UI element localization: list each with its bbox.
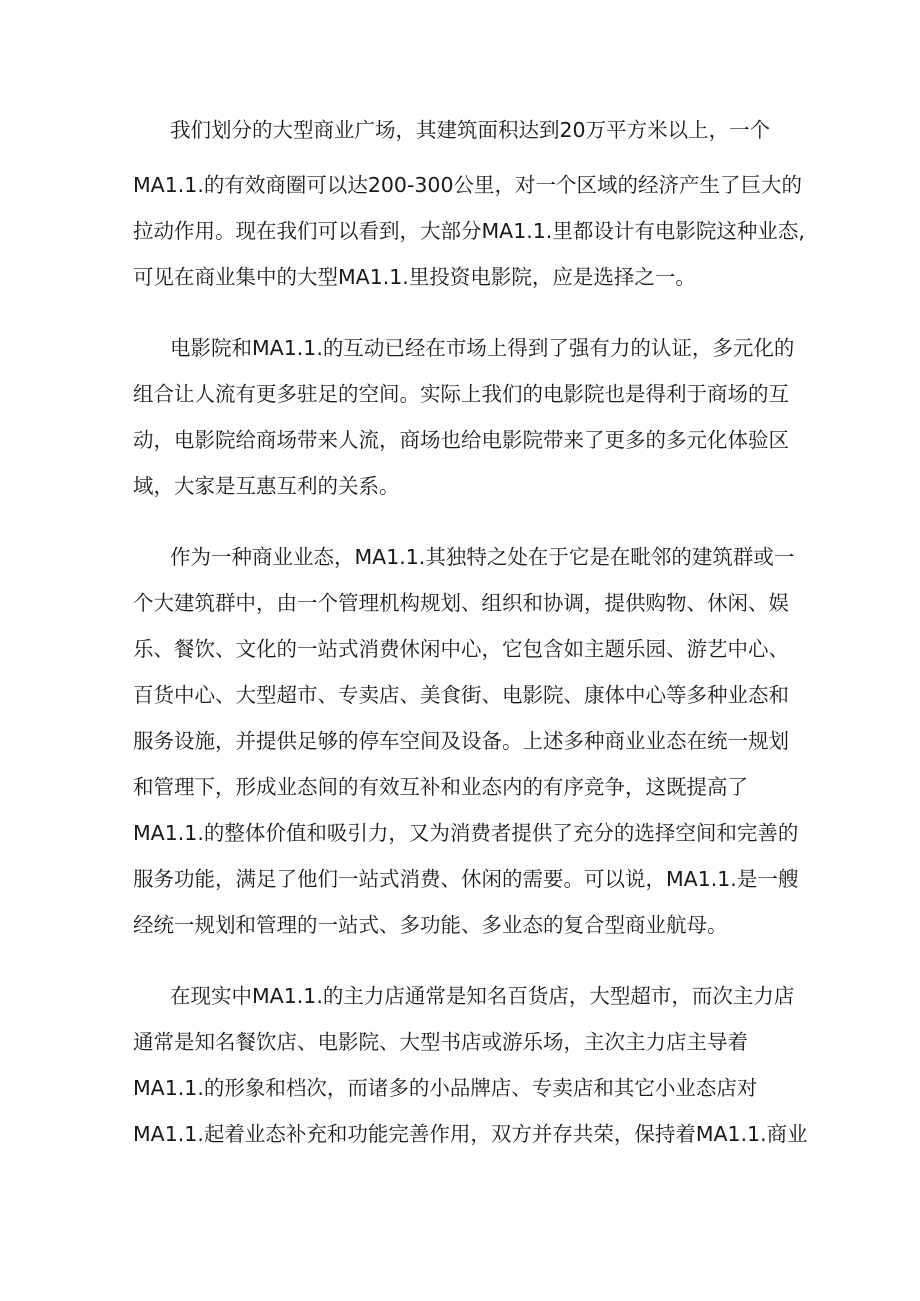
text-line: 服务设施，并提供足够的停车空间及设备。上述多种商业业态在统一规划	[133, 729, 789, 753]
text-line: 服务功能，满足了他们一站式消费、休闲的需要。可以说，MA1.1.是一艘	[133, 867, 799, 891]
text-line: 拉动作用。现在我们可以看到，大部分MA1.1.里都设计有电影院这种业态,	[133, 219, 805, 243]
text-line: 个大建筑群中，由一个管理机构规划、组织和协调，提供购物、休闲、娱	[133, 591, 789, 615]
text-line: 和管理下，形成业态间的有效互补和业态内的有序竞争，这既提高了	[133, 775, 748, 799]
text-line: 域，大家是互惠互利的关系。	[133, 474, 400, 498]
text-line: 我们划分的大型商业广场，其建筑面积达到20万平方米以上，一个	[170, 118, 771, 142]
text-line: 动，电影院给商场带来人流，商场也给电影院带来了更多的多元化体验区	[133, 428, 789, 452]
text-line: 可见在商业集中的大型MA1.1.里投资电影院，应是选择之一。	[133, 265, 696, 289]
text-line: 在现实中MA1.1.的主力店通常是知名百货店，大型超市，而次主力店	[170, 984, 795, 1008]
text-line: 经统一规划和管理的一站式、多功能、多业态的复合型商业航母。	[133, 913, 728, 937]
text-line: MA1.1.的整体价值和吸引力，又为消费者提供了充分的选择空间和完善的	[133, 821, 799, 845]
text-line: 乐、餐饮、文化的一站式消费休闲中心，它包含如主题乐园、游艺中心、	[133, 637, 789, 661]
text-line: MA1.1.起着业态补充和功能完善作用，双方并存共荣，保持着MA1.1.商业	[133, 1122, 808, 1146]
text-line: MA1.1.的形象和档次，而诸多的小品牌店、专卖店和其它小业态店对	[133, 1076, 758, 1100]
text-line: 通常是知名餐饮店、电影院、大型书店或游乐场，主次主力店主导着	[133, 1030, 748, 1054]
text-line: 作为一种商业业态，MA1.1.其独特之处在于它是在毗邻的建筑群或一	[170, 545, 795, 569]
text-line: 组合让人流有更多驻足的空间。实际上我们的电影院也是得利于商场的互	[133, 382, 789, 406]
text-line: MA1.1.的有效商圈可以达200-300公里，对一个区域的经济产生了巨大的	[133, 173, 802, 197]
text-line: 电影院和MA1.1.的互动已经在市场上得到了强有力的认证，多元化的	[170, 336, 795, 360]
text-line: 百货中心、大型超市、专卖店、美食街、电影院、康体中心等多种业态和	[133, 683, 789, 707]
